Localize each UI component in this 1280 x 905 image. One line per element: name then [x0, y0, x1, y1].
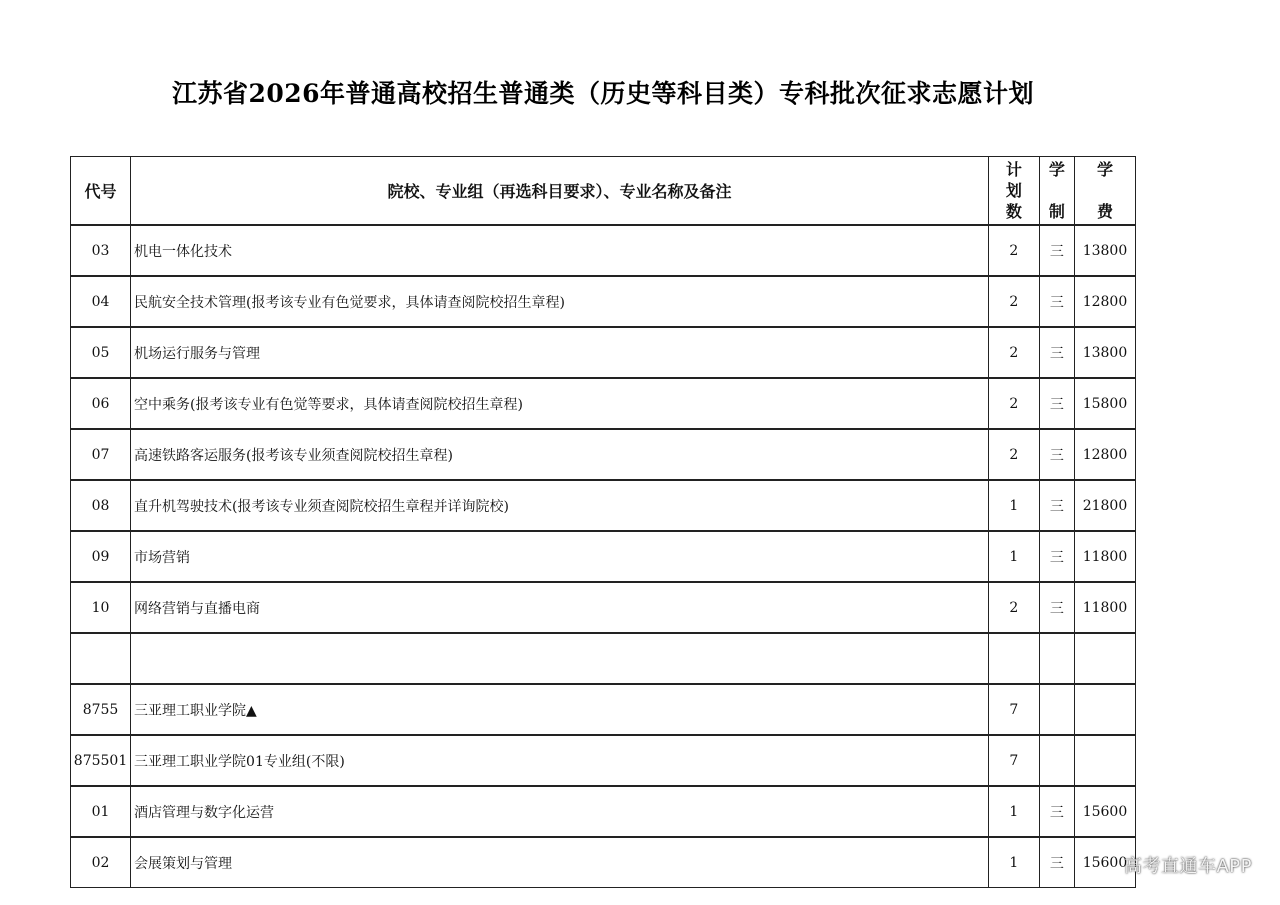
cell-years	[1039, 633, 1074, 684]
cell-fee: 13800	[1074, 327, 1135, 378]
cell-years: 三	[1039, 531, 1074, 582]
table-row	[71, 786, 1136, 837]
cell-code: 02	[71, 837, 131, 888]
cell-name: 空中乘务(报考该专业有色觉等要求，具体请查阅院校招生章程)	[131, 378, 989, 429]
header-plan	[988, 157, 1039, 226]
cell-name: 直升机驾驶技术(报考该专业须查阅院校招生章程并详询院校)	[131, 480, 989, 531]
header-plan-char: 数	[1005, 202, 1022, 221]
cell-plan: 2	[988, 327, 1039, 378]
cell-fee: 11800	[1074, 582, 1135, 633]
cell-fee: 15600	[1074, 837, 1135, 888]
table-row	[71, 735, 1136, 786]
cell-code: 08	[71, 480, 131, 531]
cell-plan: 2	[988, 225, 1039, 276]
cell-code	[71, 633, 131, 684]
header-plan-char: 划	[1005, 181, 1022, 200]
cell-fee: 15800	[1074, 378, 1135, 429]
table-row	[71, 633, 1136, 684]
header-years-char: 制	[1048, 202, 1065, 221]
cell-plan: 2	[988, 429, 1039, 480]
cell-code: 875501	[71, 735, 131, 786]
cell-years	[1039, 684, 1074, 735]
page-title: 江苏省2026年普通高校招生普通类（历史等科目类）专科批次征求志愿计划	[171, 79, 1035, 108]
cell-name: 三亚理工职业学院01专业组(不限)	[131, 735, 989, 786]
table-row	[71, 327, 1136, 378]
cell-code: 01	[71, 786, 131, 837]
cell-plan: 2	[988, 378, 1039, 429]
header-fee-char: 学	[1096, 160, 1113, 179]
enrollment-plan-table	[70, 156, 1136, 888]
table-row	[71, 429, 1136, 480]
cell-fee: 11800	[1074, 531, 1135, 582]
table-header-row	[71, 157, 1136, 226]
cell-years: 三	[1039, 837, 1074, 888]
cell-years: 三	[1039, 429, 1074, 480]
cell-years: 三	[1039, 480, 1074, 531]
header-fee-char: 费	[1096, 202, 1113, 221]
cell-fee	[1074, 684, 1135, 735]
cell-plan: 2	[988, 582, 1039, 633]
cell-plan: 1	[988, 531, 1039, 582]
cell-code: 07	[71, 429, 131, 480]
cell-name: 三亚理工职业学院▲	[131, 684, 989, 735]
cell-name: 高速铁路客运服务(报考该专业须查阅院校招生章程)	[131, 429, 989, 480]
cell-fee	[1074, 633, 1135, 684]
cell-years: 三	[1039, 276, 1074, 327]
header-fee	[1074, 157, 1135, 226]
cell-name: 酒店管理与数字化运营	[131, 786, 989, 837]
cell-name: 机电一体化技术	[131, 225, 989, 276]
table-row	[71, 480, 1136, 531]
cell-fee: 15600	[1074, 786, 1135, 837]
table-row	[71, 225, 1136, 276]
cell-code: 8755	[71, 684, 131, 735]
cell-years: 三	[1039, 378, 1074, 429]
header-years-char: 学	[1048, 160, 1065, 179]
cell-years	[1039, 735, 1074, 786]
cell-plan: 7	[988, 735, 1039, 786]
cell-plan: 1	[988, 480, 1039, 531]
cell-code: 03	[71, 225, 131, 276]
cell-plan: 7	[988, 684, 1039, 735]
header-years	[1039, 157, 1074, 226]
table-body	[71, 225, 1136, 888]
cell-code: 09	[71, 531, 131, 582]
header-plan-char: 计	[1005, 160, 1022, 179]
cell-name: 机场运行服务与管理	[131, 327, 989, 378]
cell-plan	[988, 633, 1039, 684]
watermark: 高考直通车APP	[1123, 856, 1252, 877]
cell-years: 三	[1039, 582, 1074, 633]
cell-name: 民航安全技术管理(报考该专业有色觉要求，具体请查阅院校招生章程)	[131, 276, 989, 327]
cell-code: 05	[71, 327, 131, 378]
table-row	[71, 684, 1136, 735]
cell-years: 三	[1039, 327, 1074, 378]
cell-years: 三	[1039, 225, 1074, 276]
cell-name: 市场营销	[131, 531, 989, 582]
table-row	[71, 531, 1136, 582]
cell-code: 06	[71, 378, 131, 429]
table-row	[71, 378, 1136, 429]
cell-name: 网络营销与直播电商	[131, 582, 989, 633]
cell-code: 10	[71, 582, 131, 633]
cell-fee: 12800	[1074, 276, 1135, 327]
table-row	[71, 276, 1136, 327]
cell-fee: 21800	[1074, 480, 1135, 531]
table-row	[71, 837, 1136, 888]
cell-name: 会展策划与管理	[131, 837, 989, 888]
cell-plan: 1	[988, 837, 1039, 888]
header-code: 代号	[71, 157, 131, 226]
cell-plan: 2	[988, 276, 1039, 327]
cell-fee	[1074, 735, 1135, 786]
cell-years: 三	[1039, 786, 1074, 837]
header-name: 院校、专业组（再选科目要求）、专业名称及备注	[131, 157, 989, 226]
cell-plan: 1	[988, 786, 1039, 837]
cell-fee: 13800	[1074, 225, 1135, 276]
cell-code: 04	[71, 276, 131, 327]
cell-fee: 12800	[1074, 429, 1135, 480]
table-row	[71, 582, 1136, 633]
cell-name	[131, 633, 989, 684]
